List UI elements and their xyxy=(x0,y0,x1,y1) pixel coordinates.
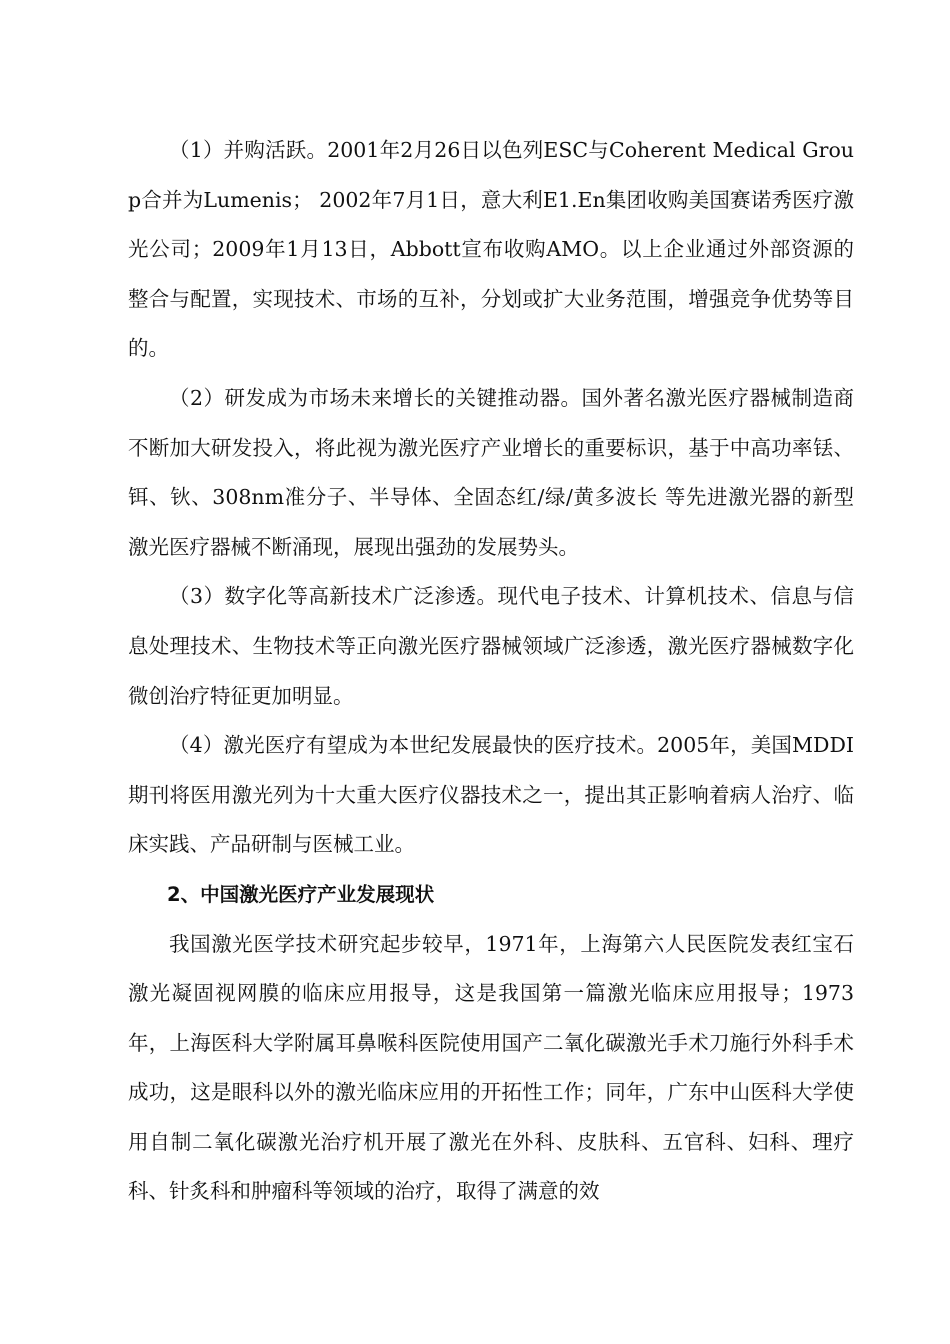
paragraph-mergers: （1）并购活跃。2001年2月26日以色列ESC与Coherent Medical Group合并为Lumenis； 2002年7月1日，意大利E1.En集团收购美国赛诺秀医疗激光公司；2009年1月13日，Abbott宣布收购AMO。以上企业通过外部资源的整合与配置，实现技术、市场的互补，分划或扩大业务范围，增强竞争优势等目的。 xyxy=(128,138,854,361)
section-heading: 2、中国激光医疗产业发展现状 xyxy=(167,882,435,906)
paragraph-china-history: 我国激光医学技术研究起步较早，1971年，上海第六人民医院发表红宝石激光凝固视网膜的临床应用报导，这是我国第一篇激光临床应用报导；1973年，上海医科大学附属耳鼻喉科医院使用国产二氧化碳激光手术刀施行外科手术成功，这是眼科以外的激光临床应用的开拓性工作；同年，广东中山医科大学使用自制二氧化碳激光治疗机开展了激光在外科、皮肤科、五官科、妇科、理疗科、针炙科和肿瘤科等领域的治疗，取得了满意的效 xyxy=(128,931,854,1204)
paragraph-research: （2）研发成为市场未来增长的关键推动器。国外著名激光医疗器械制造商不断加大研发投入，将此视为激光医疗产业增长的重要标识，基于中高功率铥、铒、钬、308nm准分子、半导体、全固态红/绿/黄多波长 等先进激光器的新型激光医疗器械不断涌现，展现出强劲的发展势头。 xyxy=(128,385,854,559)
document-body xyxy=(128,126,854,1217)
paragraph-laser-medicine: （4）激光医疗有望成为本世纪发展最快的医疗技术。2005年，美国MDDI期刊将医用激光列为十大重大医疗仪器技术之一，提出其正影响着病人治疗、临床实践、产品研制与医械工业。 xyxy=(128,733,854,857)
paragraph-digitalization: （3）数字化等高新技术广泛渗透。现代电子技术、计算机技术、信息与信息处理技术、生物技术等正向激光医疗器械领域广泛渗透，激光医疗器械数字化微创治疗特征更加明显。 xyxy=(128,584,854,708)
